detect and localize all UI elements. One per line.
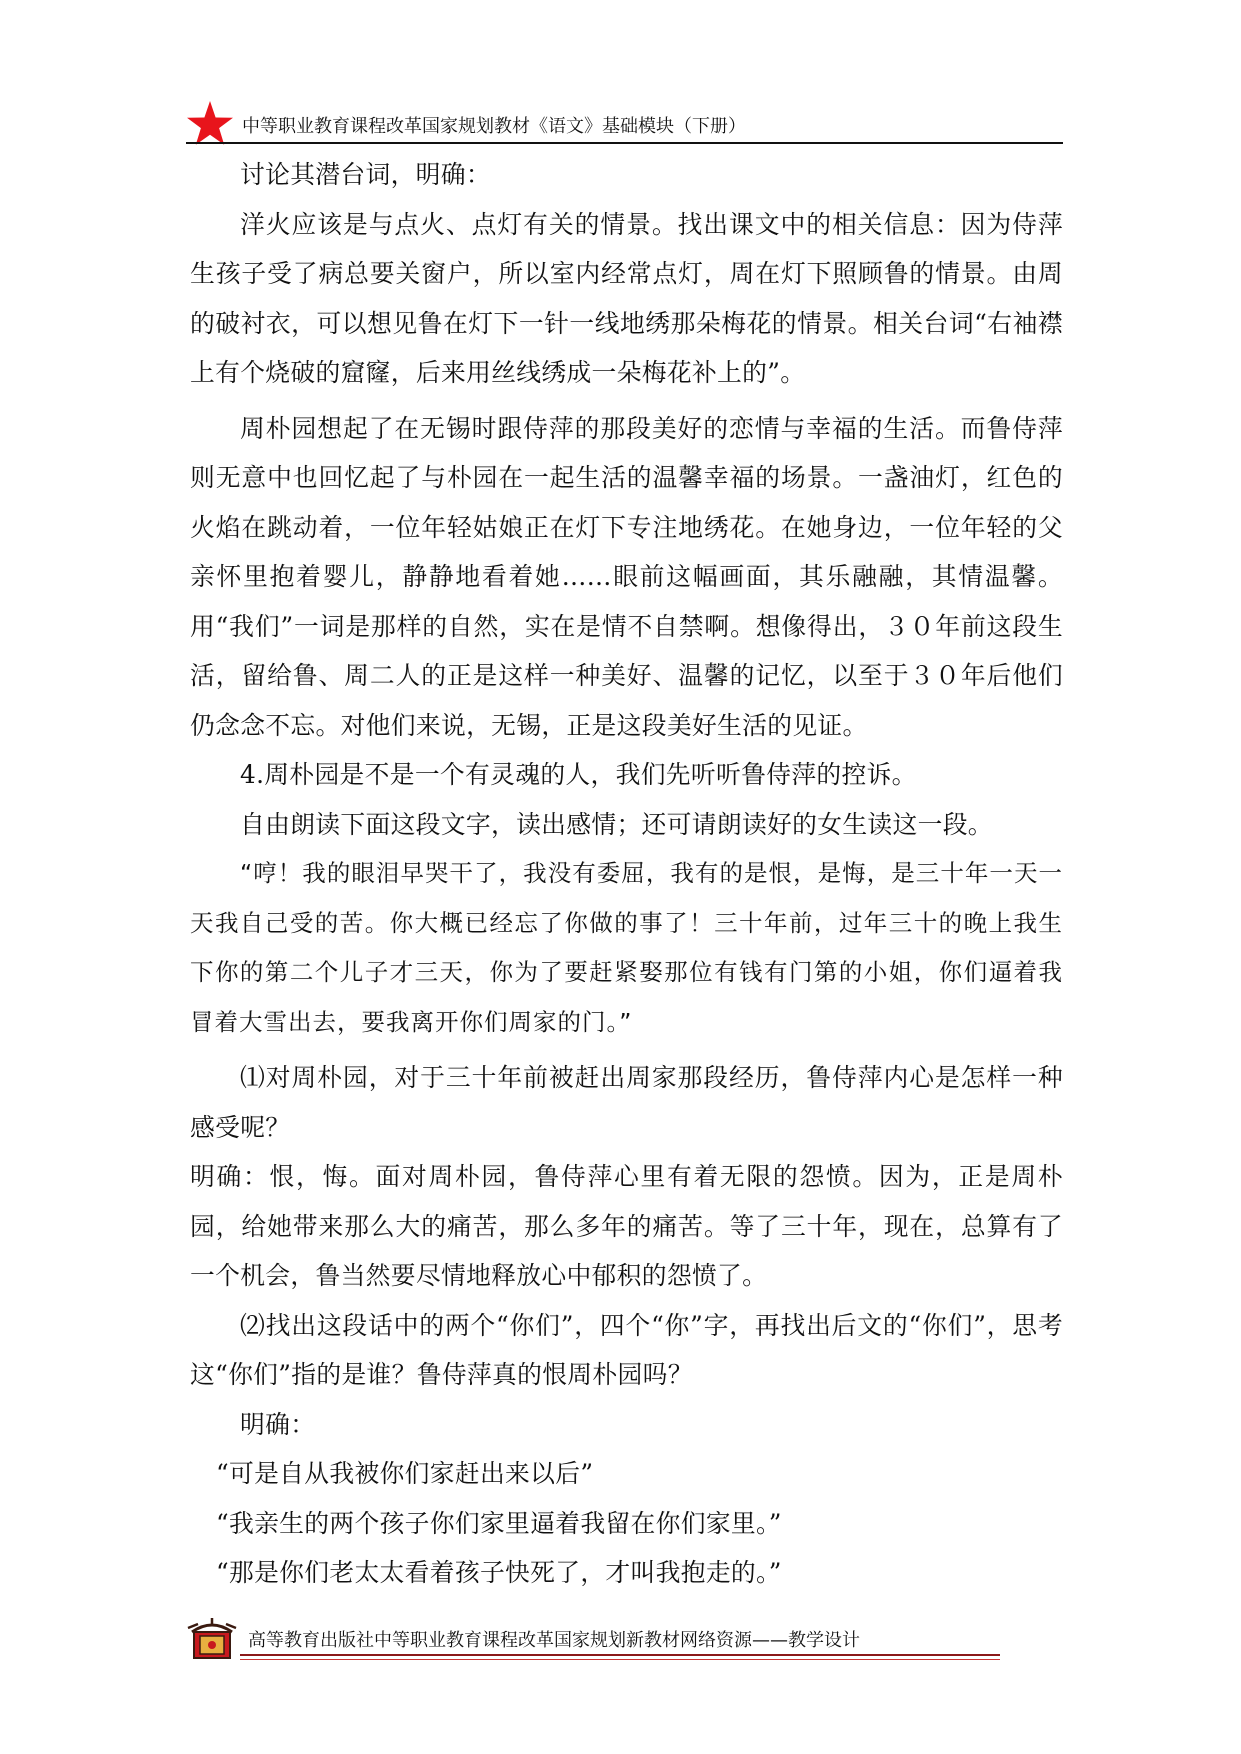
page-body <box>190 150 1063 1598</box>
paragraph: 自由朗读下面这段文字，读出感情；还可请朗读好的女生读这一段。 <box>240 809 993 839</box>
quote-line: “那是你们老太太看着孩子快死了，才叫我抱走的。” <box>216 1558 782 1587</box>
quote-line: “可是自从我被你们家赶出来以后” <box>216 1459 594 1488</box>
quote-paragraph: “哼！我的眼泪早哭干了，我没有委屈，我有的是恨，是悔，是三十年一天一天我自己受的苦。你大概已经忘了你做的事了！三十年前，过年三十的晚上我生下你的第二个儿子才三天，你为了要赶紧娶那位有钱有门第的小姐，你们逼着我冒着大雪出去，要我离开你们周家的门。” <box>190 859 1063 1036</box>
paragraph: 4.周朴园是不是一个有灵魂的人，我们先听听鲁侍萍的控诉。 <box>240 760 917 789</box>
paragraph: 洋火应该是与点火、点灯有关的情景。找出课文中的相关信息：因为侍萍生孩子受了病总要关窗户，所以室内经常点灯，周在灯下照顾鲁的情景。由周的破衬衣，可以想见鲁在灯下一针一线地绣那朵梅花的情景。相关台词“右袖襟上有个烧破的窟窿，后来用丝线绣成一朵梅花补上的”。 <box>190 209 1063 387</box>
header-rule <box>186 142 1063 144</box>
answer-paragraph: 明确：恨，悔。面对周朴园，鲁侍萍心里有着无限的怨愤。因为，正是周朴园，给她带来那么大的痛苦，那么多年的痛苦。等了三十年，现在，总算有了一个机会，鲁当然要尽情地释放心中郁积的怨愤了。 <box>190 1162 1063 1290</box>
paragraph: 周朴园想起了在无锡时跟侍萍的那段美好的恋情与幸福的生活。而鲁侍萍则无意中也回忆起了与朴园在一起生活的温馨幸福的场景。一盏油灯，红色的火焰在跳动着，一位年轻姑娘正在灯下专注地绣花。在她身边，一位年轻的父亲怀里抱着婴儿，静静地看着她……眼前这幅画面，其乐融融，其情温馨。用“我们”一词是那样的自然，实在是情不自禁啊。想像得出，３０年前这段生活，留给鲁、周二人的正是这样一种美好、温馨的记忆，以至于３０年后他们仍念念不忘。对他们来说，无锡，正是这段美好生活的见证。 <box>190 413 1063 740</box>
footer-text: 高等教育出版社中等职业教育课程改革国家规划新教材网络资源——教学设计 <box>248 1630 860 1651</box>
publisher-logo-icon <box>186 1616 238 1662</box>
footer-rule <box>240 1654 1000 1656</box>
paragraph: 讨论其潜台词，明确： <box>240 160 491 189</box>
question-paragraph: ⑵找出这段话中的两个“你们”，四个“你”字，再找出后文的“你们”，思考这“你们”指的是谁？鲁侍萍真的恨周朴园吗？ <box>190 1310 1063 1389</box>
question-paragraph: ⑴对周朴园，对于三十年前被赶出周家那段经历，鲁侍萍内心是怎样一种感受呢？ <box>190 1063 1063 1142</box>
footer-rule-thin <box>240 1659 1000 1660</box>
quote-line: “我亲生的两个孩子你们家里逼着我留在你们家里。” <box>216 1508 782 1538</box>
red-star-icon <box>186 100 234 146</box>
page-header <box>186 98 1063 144</box>
page-footer <box>186 1616 1000 1666</box>
paragraph: 明确： <box>240 1409 316 1439</box>
header-title: 中等职业教育课程改革国家规划教材《语文》基础模块（下册） <box>242 116 746 137</box>
